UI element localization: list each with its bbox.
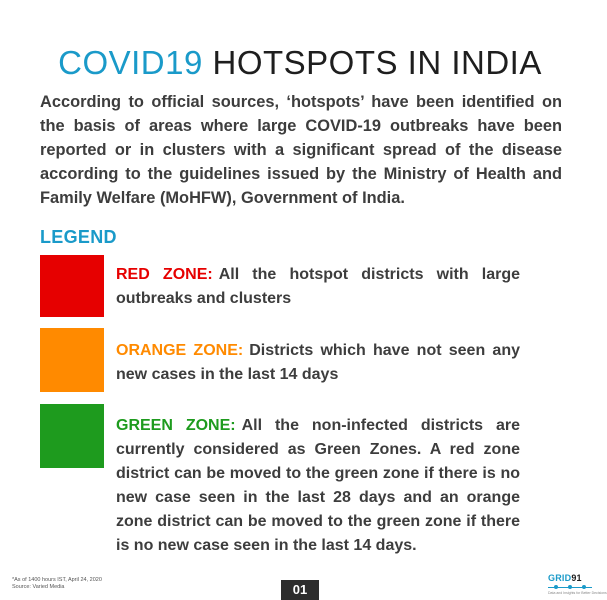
orange-zone-swatch bbox=[40, 328, 104, 392]
brand-suffix: 91 bbox=[571, 573, 582, 583]
footnote-source: Source: Varied Media bbox=[12, 584, 65, 590]
intro-paragraph: According to official sources, ‘hotspots’ have been identified on the basis of areas where large COVID-19 outbreaks have been reported or in clusters with a significant spread of the disease according to the guidelines issued by the Ministry of Health and Family Welfare (MoHFW), Government of India. bbox=[40, 93, 562, 207]
brand-prefix: GRID bbox=[548, 573, 572, 583]
footnote bbox=[12, 577, 102, 591]
page-title bbox=[0, 44, 600, 82]
green-zone-label: GREEN ZONE: bbox=[116, 417, 236, 434]
red-zone-description bbox=[116, 263, 520, 311]
footnote-date: *As of 1400 hours IST, April 24, 2020 bbox=[12, 577, 102, 583]
title-accent: COVID19 bbox=[58, 44, 203, 82]
legend-title: LEGEND bbox=[40, 227, 117, 247]
orange-zone-label: ORANGE ZONE: bbox=[116, 342, 244, 359]
brand-tagline: Data and Insights for Better Decisions bbox=[548, 591, 607, 595]
red-zone-swatch bbox=[40, 255, 104, 317]
red-zone-text: All the hotspot districts with large outbreaks and clusters bbox=[116, 266, 521, 307]
grid91-logo bbox=[548, 573, 607, 595]
green-zone-description bbox=[116, 414, 520, 558]
page-number: 01 bbox=[281, 580, 319, 600]
green-zone-swatch bbox=[40, 404, 104, 468]
orange-zone-description bbox=[116, 339, 520, 387]
orange-zone-text: Districts which have not seen any new cases in the last 14 days bbox=[116, 342, 521, 383]
brand-name bbox=[548, 573, 594, 583]
brand-line-icon bbox=[548, 584, 592, 590]
red-zone-label: RED ZONE: bbox=[116, 266, 213, 283]
green-zone-text: All the non-infected districts are currently considered as Green Zones. A red zone district can be moved to the green zone if there is no new case seen in the last 28 days and an orange zone district can be moved to the green zone if there is no new case seen in the last 14 days. bbox=[116, 417, 521, 554]
title-main: HOTSPOTS IN INDIA bbox=[212, 44, 542, 82]
